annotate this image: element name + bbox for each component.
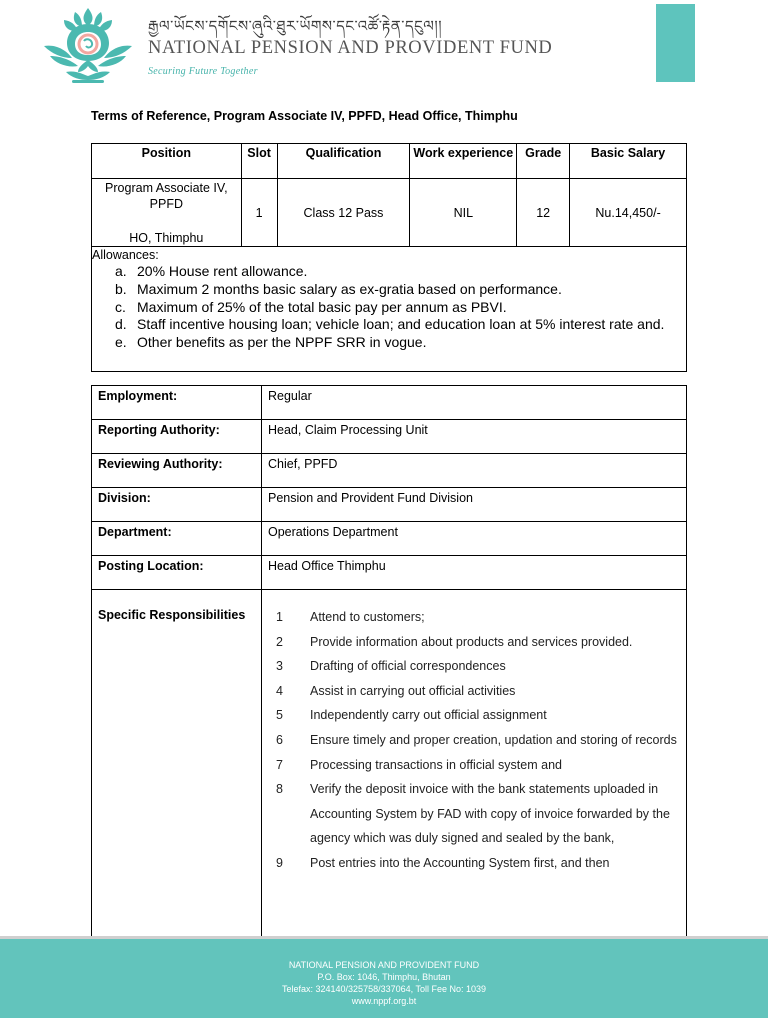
position-cell <box>92 179 242 247</box>
responsibility-text: Verify the deposit invoice with the bank statements uploaded in Accounting System by FAD with copy of invoice forwarded by the agency which was duly signed and sealed by the bank, <box>310 782 670 846</box>
document-title: Terms of Reference, Program Associate IV, PPFD, Head Office, Thimphu <box>91 109 518 123</box>
position-table <box>91 143 687 372</box>
posting-location-value: Head Office Thimphu <box>262 556 687 590</box>
footer-address: P.O. Box: 1046, Thimphu, Bhutan <box>317 972 451 982</box>
responsibility-item <box>276 777 680 851</box>
department-label: Department: <box>92 522 262 556</box>
responsibility-number: 6 <box>276 732 283 747</box>
responsibility-item <box>276 703 680 728</box>
footer-website: www.nppf.org.bt <box>351 996 417 1006</box>
details-row <box>92 420 687 454</box>
allowance-text: Other benefits as per the NPPF SRR in vogue. <box>137 334 427 351</box>
responsibility-item <box>276 630 680 655</box>
responsibility-item <box>276 654 680 679</box>
allowance-marker: d. <box>115 316 127 333</box>
salary-cell: Nu.14,450/- <box>570 179 687 247</box>
col-header-slot: Slot <box>241 144 277 179</box>
position-line-2: PPFD <box>149 196 183 211</box>
position-row <box>92 179 687 247</box>
responsibilities-cell <box>262 590 687 938</box>
details-table <box>91 385 687 938</box>
allowance-item <box>110 281 686 299</box>
responsibility-text: Post entries into the Accounting System first, and then <box>310 855 610 870</box>
qualification-cell: Class 12 Pass <box>277 179 410 247</box>
responsibility-number: 1 <box>276 610 283 624</box>
footer-telefax: Telefax: 324140/325758/337064, Toll Fee No: 1039 <box>282 984 486 994</box>
experience-cell: NIL <box>410 179 517 247</box>
slot-cell: 1 <box>241 179 277 247</box>
responsibility-item <box>276 753 680 778</box>
allowance-text: Maximum of 25% of the total basic pay per annum as PBVI. <box>137 298 507 315</box>
allowance-marker: c. <box>115 298 126 315</box>
allowances-cell <box>92 247 687 372</box>
details-row <box>92 454 687 488</box>
responsibility-text: Ensure timely and proper creation, updation and storing of records <box>310 732 677 747</box>
reporting-authority-value: Head, Claim Processing Unit <box>262 420 687 454</box>
responsibility-item <box>276 728 680 753</box>
responsibility-number: 9 <box>276 855 283 870</box>
responsibility-number: 4 <box>276 683 283 698</box>
allowance-item <box>110 334 686 352</box>
reviewing-authority-value: Chief, PPFD <box>262 454 687 488</box>
details-row <box>92 488 687 522</box>
details-row <box>92 556 687 590</box>
responsibilities-row <box>92 590 687 938</box>
col-header-grade: Grade <box>517 144 570 179</box>
responsibility-text: Drafting of official correspondences <box>310 659 506 674</box>
department-value: Operations Department <box>262 522 687 556</box>
col-header-basic-salary: Basic Salary <box>570 144 687 179</box>
col-header-position: Position <box>92 144 242 179</box>
position-table-header <box>92 144 687 179</box>
division-value: Pension and Provident Fund Division <box>262 488 687 522</box>
allowance-text: 20% House rent allowance. <box>137 263 308 279</box>
responsibility-item <box>276 851 680 876</box>
posting-location-label: Posting Location: <box>92 556 262 590</box>
col-header-qualification: Qualification <box>277 144 410 179</box>
allowance-marker: a. <box>115 263 127 279</box>
allowances-row <box>92 247 687 372</box>
allowances-list <box>92 263 686 352</box>
employment-label: Employment: <box>92 386 262 420</box>
responsibility-number: 7 <box>276 757 283 772</box>
page-footer <box>0 936 768 1018</box>
allowance-marker: e. <box>115 334 127 351</box>
reviewing-authority-label: Reviewing Authority: <box>92 454 262 488</box>
responsibility-text: Independently carry out official assignment <box>310 708 547 723</box>
responsibility-text: Assist in carrying out official activities <box>310 683 516 698</box>
position-line-3: HO, Thimphu <box>129 230 204 245</box>
responsibility-number: 3 <box>276 659 283 674</box>
details-row <box>92 522 687 556</box>
dzongkha-org-name: རྒྱལ་ཡོངས་དགོངས་ཞུའི་ཐུར་ཡོགས་དང་འཚོ་རྟེན་དངུལ།། <box>148 17 443 35</box>
responsibility-number: 2 <box>276 634 283 649</box>
allowance-item <box>110 299 686 317</box>
responsibility-text: Attend to customers; <box>310 610 425 624</box>
nppf-logo <box>42 6 134 84</box>
col-header-work-experience: Work experience <box>410 144 517 179</box>
allowance-text: Maximum 2 months basic salary as ex-gratia based on performance. <box>137 280 562 297</box>
responsibility-number: 5 <box>276 708 283 723</box>
responsibilities-list <box>268 605 680 876</box>
division-label: Division: <box>92 488 262 522</box>
org-name: NATIONAL PENSION AND PROVIDENT FUND <box>148 38 553 58</box>
position-line-1: Program Associate IV, <box>105 180 228 195</box>
grade-cell: 12 <box>517 179 570 247</box>
footer-org-name: NATIONAL PENSION AND PROVIDENT FUND <box>288 960 480 970</box>
responsibility-item <box>276 679 680 704</box>
allowance-item <box>110 316 686 334</box>
responsibility-text: Provide information about products and services provided. <box>310 634 633 649</box>
allowance-marker: b. <box>115 280 127 297</box>
allowance-item <box>110 263 686 281</box>
details-row <box>92 386 687 420</box>
allowance-text: Staff incentive housing loan; vehicle loan; and education loan at 5% interest rate and. <box>137 316 665 333</box>
reporting-authority-label: Reporting Authority: <box>92 420 262 454</box>
responsibility-number: 8 <box>276 782 283 797</box>
employment-value: Regular <box>262 386 687 420</box>
allowances-label: Allowances: <box>92 248 159 262</box>
responsibility-item <box>276 605 680 630</box>
responsibilities-label: Specific Responsibilities <box>92 590 262 938</box>
responsibility-text: Processing transactions in official system and <box>310 757 562 772</box>
header-accent-bar <box>656 4 695 82</box>
tagline: Securing Future Together <box>148 66 258 77</box>
